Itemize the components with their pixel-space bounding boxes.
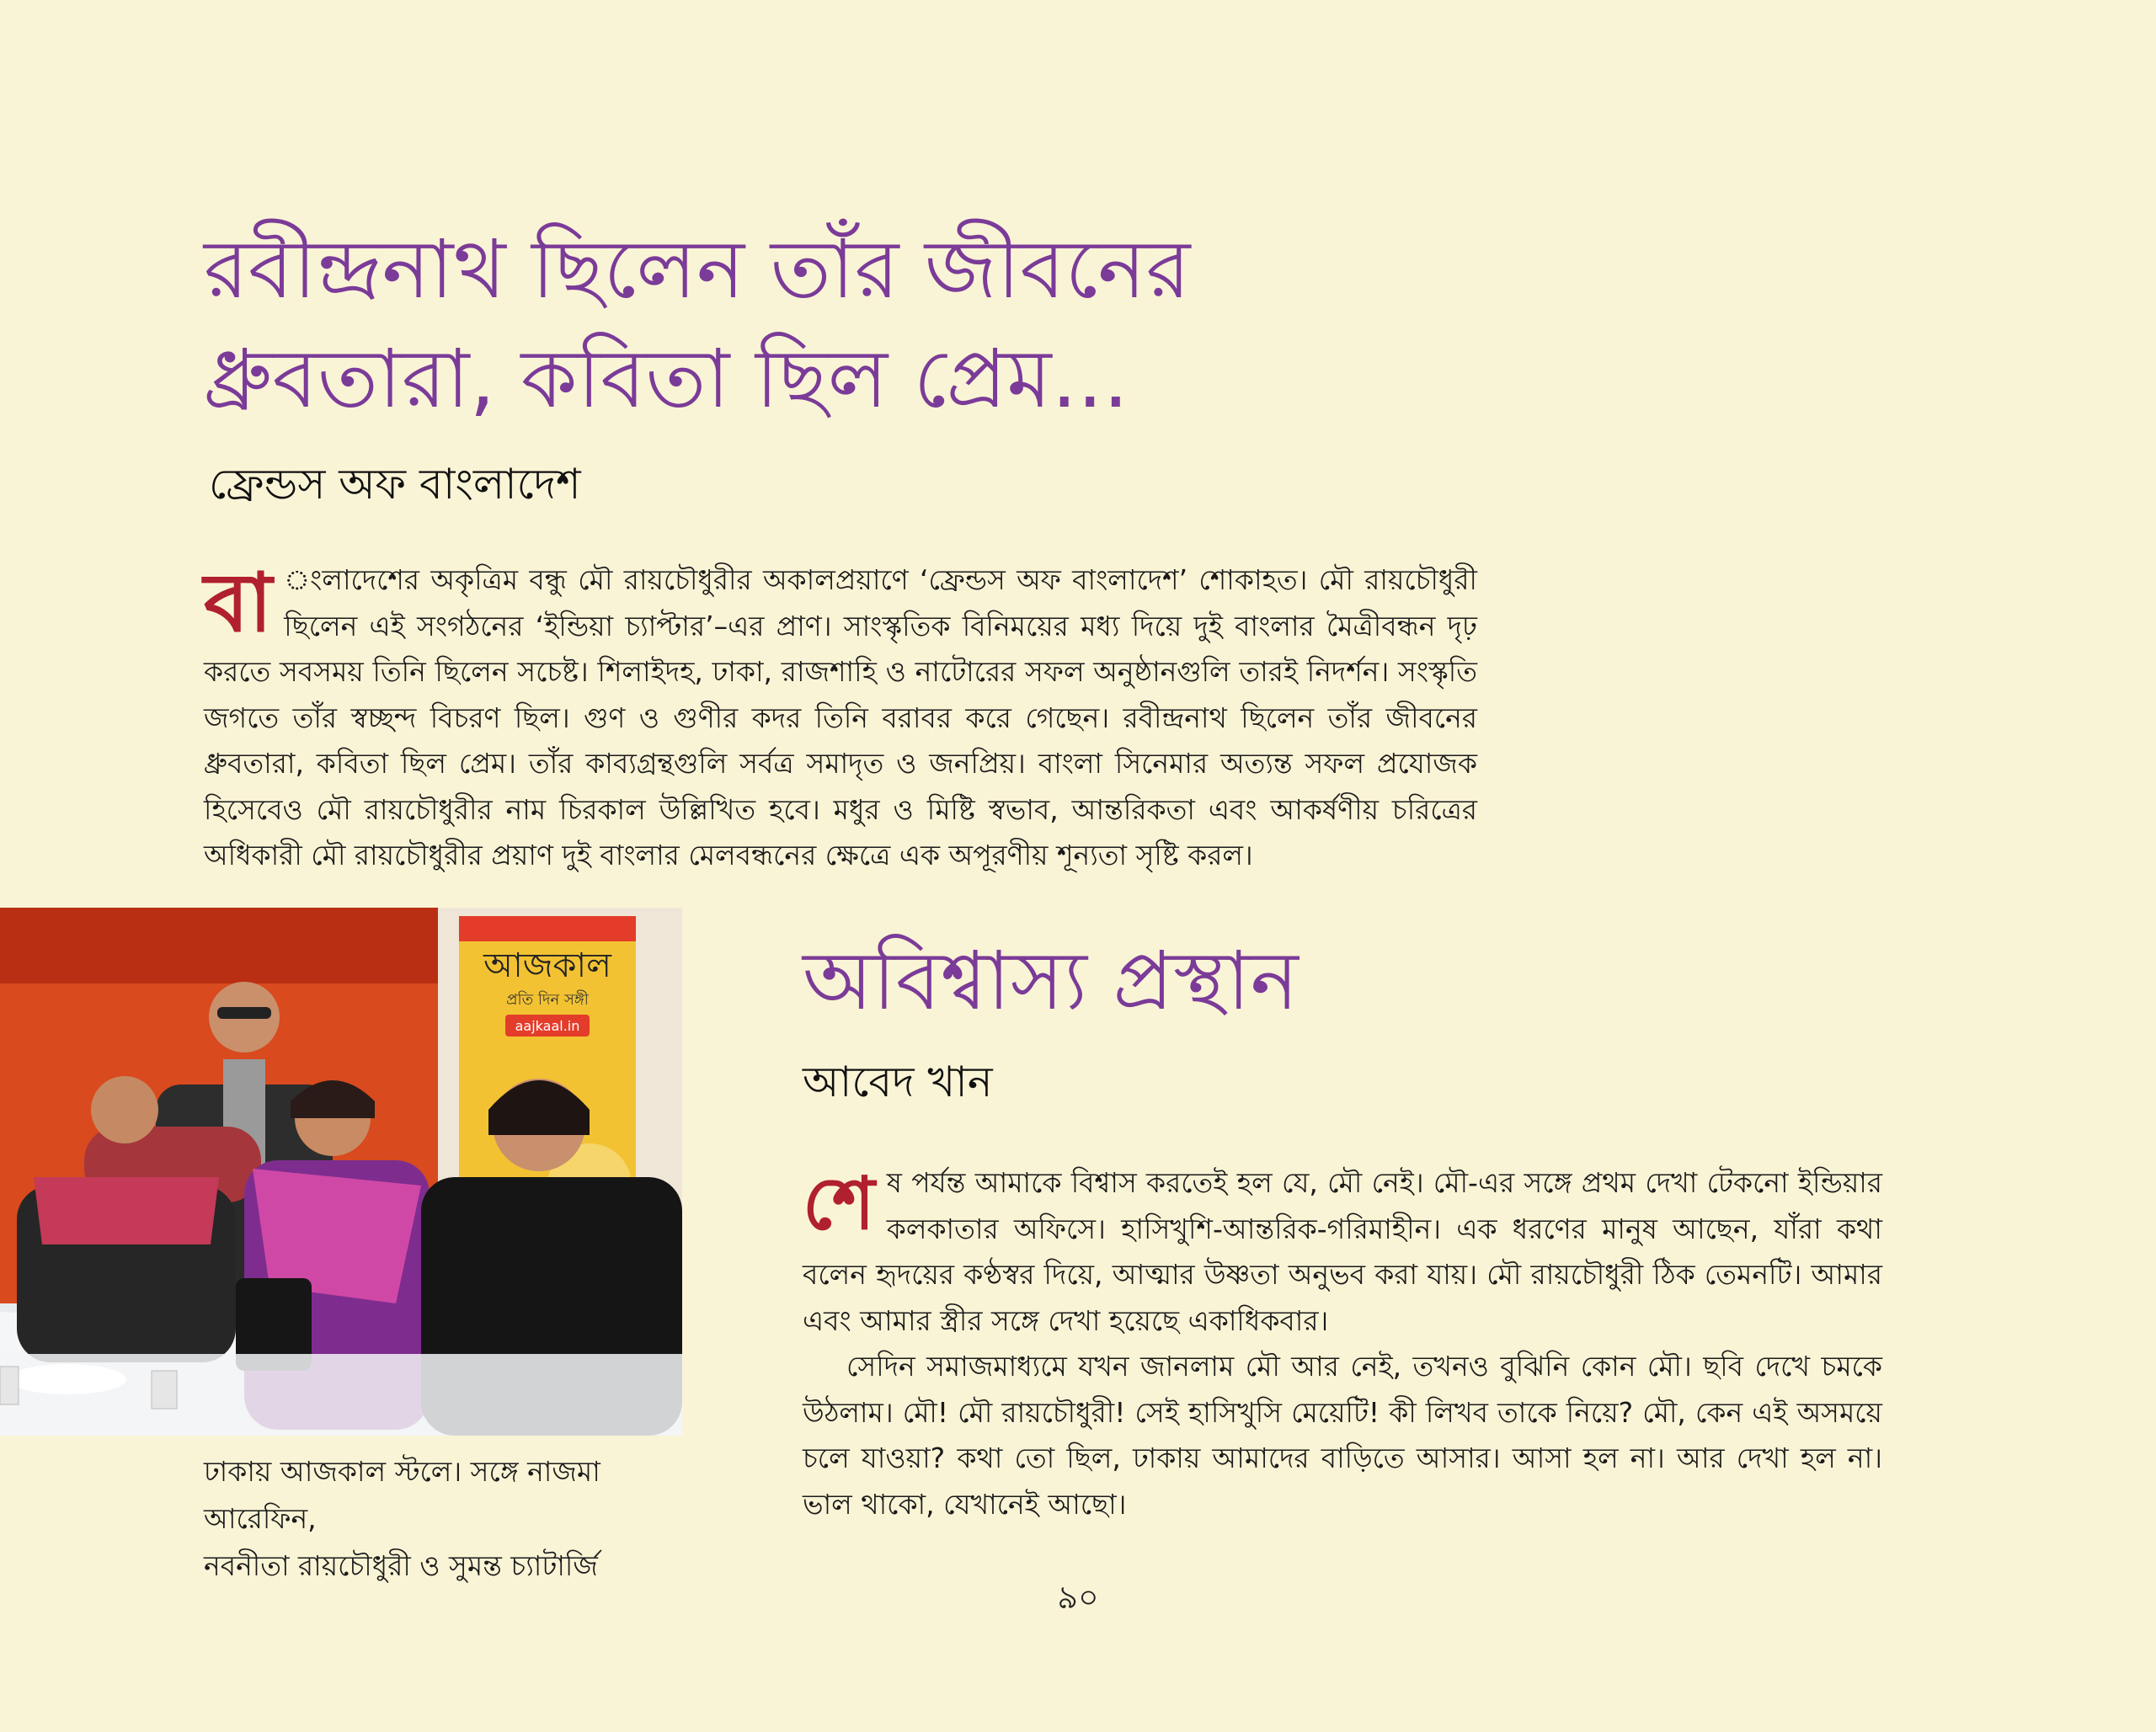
article-body-1: [204, 557, 1477, 879]
photo-caption-line1: ঢাকায় আজকাল স্টলে। সঙ্গে নাজমা আরেফিন,: [204, 1455, 600, 1535]
banner-text: আজকাল: [483, 946, 611, 985]
article-author-1: ফ্রেন্ডস অফ বাংলাদেশ: [209, 460, 581, 509]
article-title-1: [204, 215, 1299, 434]
banner-url: aajkaal.in: [515, 1018, 580, 1034]
article-author-2: আবেদ খান: [803, 1058, 993, 1106]
article-title-2: অবিশ্বাস্য প্রস্থান: [803, 934, 1299, 1028]
article-title-1-line1: রবীন্দ্রনাথ ছিলেন তাঁর জীবনের: [204, 222, 1191, 317]
article-body-2-para1-text: ষ পর্যন্ত আমাকে বিশ্বাস করতেই হল যে, মৌ নেই। মৌ-এর সঙ্গে প্রথম দেখা টেকনো ইন্ডিয়ার কলকাতার অফিসে। হাসিখুশি-আন্তরিক-গরিমাহীন। এক ধরণের মানুষ আছেন, যাঁরা কথা বলেন হৃদয়ের কণ্ঠস্বর দিয়ে, আত্মার উষ্ণতা অনুভব করা যায়। মৌ রায়চৌধুরী ঠিক তেমনটি। আমার এবং আমার স্ত্রীর সঙ্গে দেখা হয়েছে একাধিকবার।: [803, 1166, 1882, 1337]
article-body-2-para1: [803, 1160, 1882, 1344]
article-body-2: [803, 1160, 1882, 1527]
article-title-1-line2: ধ্রুবতারা, কবিতা ছিল প্রেম...: [204, 332, 1129, 426]
event-photo: [0, 908, 682, 1436]
photo-caption-line2: নবনীতা রায়চৌধুরী ও সুমন্ত চ্যাটার্জি: [204, 1549, 598, 1582]
article-body-2-para2: সেদিন সমাজমাধ্যমে যখন জানলাম মৌ আর নেই, তখনও বুঝিনি কোন মৌ। ছবি দেখে চমকে উঠলাম। মৌ! মৌ রায়চৌধুরী! সেই হাসিখুসি মেয়েটি! কী লিখব তাকে নিয়ে? মৌ, কেন এই অসময়ে চলে যাওয়া? কথা তো ছিল, ঢাকায় আমাদের বাড়িতে আসার। আসা হল না। আর দেখা হল না। ভাল থাকো, যেখানেই আছো।: [803, 1350, 1882, 1521]
photo-caption: [204, 1448, 692, 1590]
article-body-1-text: ংলাদেশের অকৃত্রিম বন্ধু মৌ রায়চৌধুরীর অকালপ্রয়াণে ‘ফ্রেন্ডস অফ বাংলাদেশ’ শোকাহত। মৌ রায়চৌধুরী ছিলেন এই সংগঠনের ‘ইন্ডিয়া চ্যাপ্টার’–এর প্রাণ। সাংস্কৃতিক বিনিময়ের মধ্য দিয়ে দুই বাংলার মৈত্রীবন্ধন দৃঢ় করতে সবসময় তিনি ছিলেন সচেষ্ট। শিলাইদহ, ঢাকা, রাজশাহি ও নাটোরের সফল অনুষ্ঠানগুলি তারই নিদর্শন। সংস্কৃতি জগতে তাঁর স্বচ্ছন্দ বিচরণ ছিল। গুণ ও গুণীর কদর তিনি বরাবর করে গেছেন। রবীন্দ্রনাথ ছিলেন তাঁর জীবনের ধ্রুবতারা, কবিতা ছিল প্রেম। তাঁর কাব্যগ্রন্থগুলি সর্বত্র সমাদৃত ও জনপ্রিয়। বাংলা সিনেমার অত্যন্ত সফল প্রযোজক হিসেবেও মৌ রায়চৌধুরীর নাম চিরকাল উল্লিখিত হবে। মধুর ও মিষ্টি স্বভাব, আন্তরিকতা এবং আকর্ষণীয় চরিত্রের অধিকারী মৌ রায়চৌধুরীর প্রয়াণ দুই বাংলার মেলবন্ধনের ক্ষেত্রে এক অপূরণীয় শূন্যতা সৃষ্টি করল।: [204, 563, 1477, 871]
page-number: ৯০: [1057, 1579, 1099, 1616]
drop-cap-2: শে: [803, 1161, 875, 1246]
banner-tagline: প্রতি দিন সঙ্গী: [506, 991, 589, 1009]
drop-cap-1: বা: [204, 555, 273, 650]
